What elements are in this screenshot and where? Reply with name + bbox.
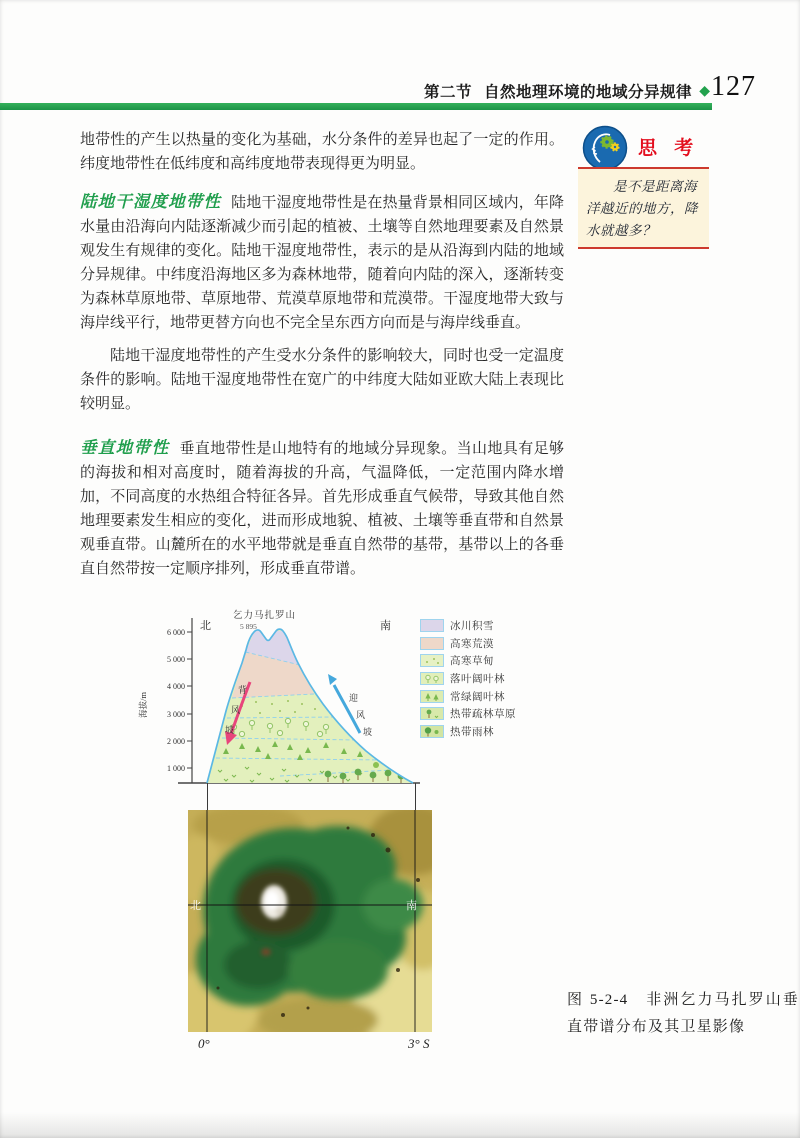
alpine-desert-swatch [420, 637, 444, 650]
latitude-label-left: 0° [198, 1036, 210, 1051]
svg-text:3 000: 3 000 [167, 710, 185, 719]
dry-wet-zonality-paragraph-2: 陆地干湿度地带性的产生受水分条件的影响较大，同时也受一定温度条件的影响。陆地干湿度地带性在宽广的中纬度大陆如亚欧大陆上表现比较明显。 [80, 348, 564, 412]
vertical-zonality-paragraph [80, 436, 564, 581]
mountain-elevation: 5 895 [240, 622, 257, 631]
think-box-title: 思 考 [638, 138, 700, 159]
legend-item: 热带雨林 [420, 723, 516, 741]
legend-item: 常绿阔叶林 [420, 687, 516, 705]
body-column [80, 128, 564, 581]
kilimanjaro-zonation-diagram [130, 605, 430, 805]
page-header [92, 80, 692, 102]
glacier-swatch [420, 619, 444, 632]
legend-item: 高寒荒漠 [420, 635, 516, 653]
meridian-connector-left [207, 783, 208, 811]
page-number: 127 [711, 71, 756, 102]
svg-text:5 000: 5 000 [167, 655, 185, 664]
diamond-icon: ◆ [699, 82, 710, 98]
mountain-name: 乞力马扎罗山 [233, 611, 297, 621]
svg-text:风: 风 [231, 705, 241, 715]
svg-text:2 000: 2 000 [167, 737, 185, 746]
think-box [578, 167, 709, 249]
alpine-meadow-swatch [420, 654, 444, 667]
svg-text:迎: 迎 [349, 693, 359, 703]
vertical-zonality-text: 垂直地带性是山地特有的地域分异现象。当山地具有足够的海拔和相对高度时，随着海拔的升高，气温降低，一定范围内降水增加，不同高度的水热组合特征各异。首先形成垂直气候带，导致其他自然地理要素发生相应的变化，进而形成地貌、植被、土壤等垂直带和自然景观垂直带。山麓所在的水平地带就是垂直自然带的基带，基带以上的各垂直自然带按一定顺序排列，形成垂直带谱。 [80, 441, 564, 577]
satellite-south-label: 南 [406, 900, 417, 912]
chapter-title: 自然地理环境的地域分异规律 [483, 84, 692, 101]
altitude-axis-label: 海拔/m [138, 692, 148, 718]
dry-wet-zonality-heading: 陆地干湿度地带性 [80, 192, 222, 211]
svg-text:背: 背 [238, 685, 248, 695]
north-label: 北 [200, 620, 211, 632]
figure-caption: 图 5-2-4 非洲乞力马扎罗山垂直带谱分布及其卫星影像 [567, 992, 799, 1035]
svg-text:6 000: 6 000 [167, 628, 185, 637]
svg-text:4 000: 4 000 [167, 682, 185, 691]
legend-item: 冰川积雪 [420, 617, 516, 635]
header-rule [0, 103, 712, 110]
rainforest-swatch [420, 725, 444, 738]
section-number: 第二节 [423, 84, 472, 101]
latitude-label-right: 3° S [408, 1036, 430, 1051]
meridian-connector-right [415, 783, 416, 811]
deciduous-swatch [420, 672, 444, 685]
y-axis-ticks [167, 628, 192, 773]
kilimanjaro-satellite-image [188, 810, 432, 1032]
legend-item: 热带疏林草原 [420, 705, 516, 723]
dry-wet-zonality-paragraph [80, 190, 564, 335]
vertical-zonality-heading: 垂直地带性 [80, 438, 170, 457]
svg-text:坡: 坡 [225, 725, 235, 735]
legend-item: 落叶阔叶林 [420, 670, 516, 688]
intro-paragraph: 地带性的产生以热量的变化为基础，水分条件的差异也起了一定的作用。纬度地带性在低纬度和高纬度地带表现得更为明显。 [80, 132, 564, 172]
svg-text:1 000: 1 000 [167, 764, 185, 773]
think-question: 是不是距离海洋越近的地方，降水就越多？ [586, 179, 698, 238]
svg-text:风: 风 [356, 710, 366, 720]
svg-text:坡: 坡 [363, 727, 373, 737]
zonation-legend [420, 617, 516, 740]
legend-item: 高寒草甸 [420, 652, 516, 670]
satellite-north-label: 北 [190, 900, 201, 912]
dry-wet-zonality-text: 陆地干湿度地带性是在热量背景相同区域内，年降水量由沿海向内陆逐渐减少而引起的植被、土壤等自然地理要素及自然景观发生有规律的变化。陆地干湿度地带性，表示的是从沿海到内陆的地域分异规律。中纬度沿海地区多为森林地带，随着向内陆的深入，逐渐转变为森林草原地带、草原地带、荒漠草原地带和荒漠带。干湿度地带大致与海岸线平行，地带更替方向也不完全呈东西方向而是与海岸线垂直。 [80, 195, 564, 331]
savanna-swatch [420, 707, 444, 720]
south-label: 南 [380, 620, 391, 632]
evergreen-swatch [420, 690, 444, 703]
